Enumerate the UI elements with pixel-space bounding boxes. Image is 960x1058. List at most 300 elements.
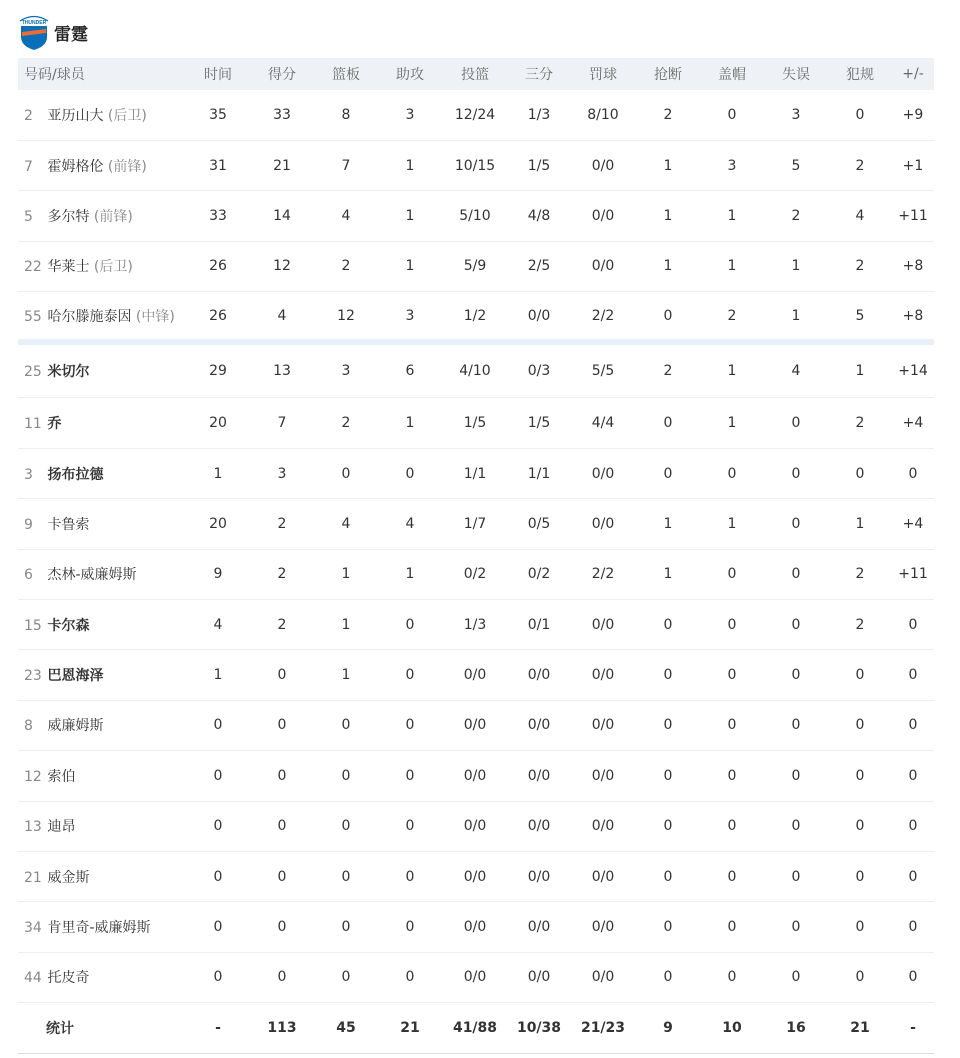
player-row <box>18 292 934 342</box>
totals-label: 统计 <box>18 1003 186 1053</box>
stat-cell: 0 <box>250 801 314 851</box>
stat-cell: 12/24 <box>442 90 508 140</box>
stat-cell: 0 <box>250 902 314 952</box>
stat-cell: 2 <box>828 241 892 291</box>
stat-cell: 0 <box>378 650 442 700</box>
stat-cell: 0 <box>828 902 892 952</box>
stat-cell: 5 <box>764 140 828 190</box>
stat-cell: 1 <box>314 549 378 599</box>
stat-cell: 4 <box>250 292 314 342</box>
stat-cell: 0 <box>828 952 892 1002</box>
player-number: 2 <box>24 107 33 124</box>
stat-cell: 2 <box>636 342 700 398</box>
stat-cell: 0 <box>700 650 764 700</box>
stat-cell: 6 <box>378 342 442 398</box>
player-name[interactable]: 哈尔滕施泰因 <box>47 308 132 325</box>
stat-cell: 12 <box>250 241 314 291</box>
player-number: 15 <box>24 617 42 634</box>
player-row <box>18 851 934 901</box>
total-stat-cell: 16 <box>764 1003 828 1053</box>
stat-cell: 0 <box>828 90 892 140</box>
stat-cell: 2 <box>828 140 892 190</box>
stat-cell: 0 <box>892 448 934 498</box>
stat-cell: 0/0 <box>442 700 508 750</box>
stat-cell: 4/8 <box>508 191 570 241</box>
player-name[interactable]: 亚历山大 <box>47 107 104 124</box>
stat-cell: 0 <box>186 801 250 851</box>
stat-cell: 0/0 <box>508 851 570 901</box>
stat-cell: 0 <box>314 801 378 851</box>
stat-cell: 0/0 <box>508 700 570 750</box>
player-name[interactable]: 威金斯 <box>47 869 90 886</box>
stat-cell: 0/0 <box>442 952 508 1002</box>
stat-cell: 0 <box>314 700 378 750</box>
player-cell <box>18 398 186 448</box>
stat-cell: 14 <box>250 191 314 241</box>
player-row <box>18 342 934 398</box>
total-stat-cell: - <box>186 1003 250 1053</box>
stat-cell: 1 <box>636 140 700 190</box>
stat-cell: 0 <box>636 398 700 448</box>
stat-cell: 1 <box>378 241 442 291</box>
column-header: 失误 <box>764 58 828 90</box>
stat-cell: 0 <box>764 650 828 700</box>
stat-cell: 0 <box>636 902 700 952</box>
player-name[interactable]: 托皮奇 <box>47 970 90 987</box>
column-header: +/- <box>892 58 934 90</box>
player-name[interactable]: 多尔特 <box>47 208 90 225</box>
player-position: (后卫) <box>107 107 147 124</box>
stat-cell: 0/0 <box>442 801 508 851</box>
stat-cell: 0 <box>250 952 314 1002</box>
stat-cell: 3 <box>764 90 828 140</box>
player-name[interactable]: 威廉姆斯 <box>47 718 104 735</box>
player-cell <box>18 650 186 700</box>
player-name[interactable]: 巴恩海泽 <box>47 668 104 685</box>
stat-cell: 0 <box>764 398 828 448</box>
total-stat-cell: 10 <box>700 1003 764 1053</box>
stat-cell: 0 <box>892 700 934 750</box>
player-number: 3 <box>24 466 33 483</box>
player-row <box>18 448 934 498</box>
stat-cell: 1/3 <box>442 600 508 650</box>
team-header <box>18 12 88 52</box>
stat-cell: 0/0 <box>442 851 508 901</box>
stat-cell: 1 <box>636 549 700 599</box>
stat-cell: 8/10 <box>570 90 636 140</box>
stat-cell: 4 <box>314 499 378 549</box>
stat-cell: 0 <box>764 549 828 599</box>
team-name: 雷霆 <box>54 24 88 45</box>
stat-cell: 0 <box>186 952 250 1002</box>
stat-cell: 0 <box>636 650 700 700</box>
player-row <box>18 90 934 140</box>
player-position: (前锋) <box>93 208 133 225</box>
player-row <box>18 140 934 190</box>
stat-cell: 33 <box>250 90 314 140</box>
stat-cell: 0/0 <box>570 700 636 750</box>
stat-cell: 0/0 <box>442 650 508 700</box>
stat-cell: +11 <box>892 549 934 599</box>
stat-cell: +8 <box>892 241 934 291</box>
stat-cell: 3 <box>314 342 378 398</box>
stat-cell: 2 <box>764 191 828 241</box>
stat-cell: 0 <box>700 549 764 599</box>
player-cell <box>18 952 186 1002</box>
player-number: 8 <box>24 718 33 735</box>
stat-cell: 0 <box>828 448 892 498</box>
stat-cell: 1/5 <box>508 140 570 190</box>
total-stat-cell: 21 <box>828 1003 892 1053</box>
player-number: 5 <box>24 208 33 225</box>
player-cell <box>18 342 186 398</box>
player-row <box>18 499 934 549</box>
player-name[interactable]: 迪昂 <box>47 819 76 836</box>
stat-cell: 2/5 <box>508 241 570 291</box>
column-header: 罚球 <box>570 58 636 90</box>
stat-cell: 5/9 <box>442 241 508 291</box>
player-name[interactable]: 索伯 <box>47 768 76 785</box>
stat-cell: 4/4 <box>570 398 636 448</box>
stat-cell: 1 <box>828 499 892 549</box>
player-name[interactable]: 霍姆格伦 <box>47 158 104 175</box>
stat-cell: 31 <box>186 140 250 190</box>
column-header: 得分 <box>250 58 314 90</box>
stat-cell: 0/0 <box>570 191 636 241</box>
stat-cell: 2 <box>250 549 314 599</box>
player-name[interactable]: 肯里奇-威廉姆斯 <box>47 920 151 937</box>
stat-cell: 1 <box>636 191 700 241</box>
stat-cell: 0/0 <box>508 292 570 342</box>
stat-cell: 0 <box>636 600 700 650</box>
player-cell <box>18 549 186 599</box>
stat-cell: 2 <box>250 600 314 650</box>
stat-cell: 1 <box>636 499 700 549</box>
player-row <box>18 700 934 750</box>
player-name[interactable]: 米切尔 <box>47 364 90 381</box>
player-name[interactable]: 乔 <box>47 416 62 433</box>
stat-cell: 3 <box>250 448 314 498</box>
stat-cell: +4 <box>892 499 934 549</box>
player-row <box>18 191 934 241</box>
column-header: 盖帽 <box>700 58 764 90</box>
stat-cell: 2 <box>828 600 892 650</box>
stat-cell: 1/1 <box>442 448 508 498</box>
total-stat-cell: 45 <box>314 1003 378 1053</box>
stat-cell: 0/0 <box>570 851 636 901</box>
player-cell <box>18 801 186 851</box>
stat-cell: 0/1 <box>508 600 570 650</box>
team-logo-text: THUNDER <box>21 20 47 26</box>
player-position: (中锋) <box>135 308 175 325</box>
player-cell <box>18 292 186 342</box>
player-cell <box>18 902 186 952</box>
stat-cell: 1 <box>314 600 378 650</box>
stat-cell: 0 <box>186 700 250 750</box>
stat-cell: 0 <box>700 700 764 750</box>
stat-cell: 0 <box>250 851 314 901</box>
stat-cell: 0/0 <box>570 801 636 851</box>
stat-cell: 2 <box>828 398 892 448</box>
stat-cell: 5/5 <box>570 342 636 398</box>
stat-cell: 0/5 <box>508 499 570 549</box>
player-row <box>18 801 934 851</box>
stat-cell: 0/0 <box>570 140 636 190</box>
column-header: 篮板 <box>314 58 378 90</box>
stat-cell: 1 <box>378 549 442 599</box>
column-header: 三分 <box>508 58 570 90</box>
stat-cell: 0/0 <box>508 902 570 952</box>
column-header: 助攻 <box>378 58 442 90</box>
stat-cell: 0 <box>828 650 892 700</box>
stat-cell: 1/2 <box>442 292 508 342</box>
player-name[interactable]: 华莱士 <box>47 259 90 276</box>
stat-cell: 0 <box>378 751 442 801</box>
player-cell <box>18 700 186 750</box>
stat-cell: 0 <box>378 851 442 901</box>
stat-cell: 0 <box>250 751 314 801</box>
stat-cell: 4 <box>828 191 892 241</box>
stat-cell: 0/0 <box>570 600 636 650</box>
stat-cell: 1 <box>378 140 442 190</box>
stat-cell: 0/2 <box>508 549 570 599</box>
stat-cell: 0/0 <box>570 448 636 498</box>
player-row <box>18 650 934 700</box>
stat-cell: 0 <box>700 801 764 851</box>
stat-cell: 0 <box>314 448 378 498</box>
stat-cell: 0 <box>636 851 700 901</box>
player-number: 9 <box>24 516 33 533</box>
player-number: 21 <box>24 869 42 886</box>
stat-cell: 8 <box>314 90 378 140</box>
stat-cell: 0 <box>700 448 764 498</box>
stat-cell: +1 <box>892 140 934 190</box>
stat-cell: 0/0 <box>570 241 636 291</box>
stat-cell: 1/3 <box>508 90 570 140</box>
player-number: 55 <box>24 308 42 325</box>
stat-cell: 2 <box>700 292 764 342</box>
player-row <box>18 952 934 1002</box>
stat-cell: +8 <box>892 292 934 342</box>
stat-cell: 2/2 <box>570 549 636 599</box>
stat-cell: 0 <box>700 90 764 140</box>
player-cell <box>18 90 186 140</box>
stat-cell: 0/0 <box>508 650 570 700</box>
stat-cell: 1 <box>764 292 828 342</box>
player-row <box>18 600 934 650</box>
stat-cell: 1 <box>378 398 442 448</box>
stat-cell: 0 <box>700 751 764 801</box>
stat-cell: 0 <box>764 499 828 549</box>
stat-cell: 29 <box>186 342 250 398</box>
player-row <box>18 751 934 801</box>
stat-cell: 0 <box>892 952 934 1002</box>
player-name[interactable]: 杰林-威廉姆斯 <box>47 567 137 584</box>
stat-cell: 0 <box>700 902 764 952</box>
stat-cell: 1 <box>314 650 378 700</box>
thunder-shield-icon <box>18 13 50 51</box>
player-row <box>18 902 934 952</box>
stat-cell: 4/10 <box>442 342 508 398</box>
stat-cell: 0 <box>378 801 442 851</box>
player-cell <box>18 140 186 190</box>
stat-cell: +4 <box>892 398 934 448</box>
stat-cell: 2 <box>314 398 378 448</box>
total-stat-cell: 113 <box>250 1003 314 1053</box>
player-cell <box>18 448 186 498</box>
player-number: 6 <box>24 567 33 584</box>
stat-cell: 0/0 <box>570 650 636 700</box>
stat-cell: 2 <box>250 499 314 549</box>
stat-cell: 1 <box>186 448 250 498</box>
column-header: 号码/球员 <box>18 58 186 90</box>
stat-cell: 5 <box>828 292 892 342</box>
stat-cell: 21 <box>250 140 314 190</box>
stat-cell: 0 <box>636 700 700 750</box>
stat-cell: 0 <box>764 952 828 1002</box>
stat-cell: 20 <box>186 398 250 448</box>
stat-cell: 2 <box>314 241 378 291</box>
stat-cell: 1 <box>828 342 892 398</box>
stat-cell: 10/15 <box>442 140 508 190</box>
stat-cell: 0/0 <box>570 499 636 549</box>
stat-cell: 0 <box>186 902 250 952</box>
stat-cell: 4 <box>378 499 442 549</box>
stat-cell: 33 <box>186 191 250 241</box>
stat-cell: 3 <box>378 90 442 140</box>
stat-cell: 20 <box>186 499 250 549</box>
stat-cell: 1/1 <box>508 448 570 498</box>
stat-cell: 0 <box>764 801 828 851</box>
total-stat-cell: 21/23 <box>570 1003 636 1053</box>
player-name[interactable]: 扬布拉德 <box>47 466 104 483</box>
stat-cell: 0 <box>828 851 892 901</box>
stat-cell: +9 <box>892 90 934 140</box>
stat-cell: 0 <box>892 751 934 801</box>
stat-cell: 0/0 <box>570 952 636 1002</box>
stat-cell: 0 <box>378 700 442 750</box>
player-number: 34 <box>24 920 42 937</box>
stat-cell: 0/0 <box>508 952 570 1002</box>
column-header: 投篮 <box>442 58 508 90</box>
stat-cell: 0 <box>636 751 700 801</box>
stat-cell: 0 <box>378 902 442 952</box>
player-number: 25 <box>24 364 42 381</box>
stat-cell: 0 <box>700 952 764 1002</box>
stat-cell: +11 <box>892 191 934 241</box>
player-row <box>18 549 934 599</box>
column-header: 抢断 <box>636 58 700 90</box>
stat-cell: 0/0 <box>508 751 570 801</box>
stat-cell: 0 <box>186 851 250 901</box>
column-header: 时间 <box>186 58 250 90</box>
total-stat-cell: 41/88 <box>442 1003 508 1053</box>
stat-cell: 1 <box>700 398 764 448</box>
stat-cell: 5/10 <box>442 191 508 241</box>
stat-cell: 0/0 <box>570 902 636 952</box>
stat-cell: 3 <box>378 292 442 342</box>
player-number: 12 <box>24 768 42 785</box>
stat-cell: 0 <box>764 751 828 801</box>
stat-cell: 9 <box>186 549 250 599</box>
stat-cell: 0/3 <box>508 342 570 398</box>
stat-cell: 0 <box>378 952 442 1002</box>
stat-cell: 0 <box>314 751 378 801</box>
stat-cell: 0 <box>250 650 314 700</box>
stat-cell: 0/0 <box>442 902 508 952</box>
stat-cell: 1 <box>700 191 764 241</box>
player-cell <box>18 241 186 291</box>
stat-cell: 4 <box>764 342 828 398</box>
player-name[interactable]: 卡尔森 <box>47 617 90 634</box>
stat-cell: 1 <box>700 342 764 398</box>
stat-cell: 0/0 <box>570 751 636 801</box>
stat-cell: 0 <box>828 801 892 851</box>
stat-cell: 1/5 <box>442 398 508 448</box>
player-position: (后卫) <box>93 259 133 276</box>
stat-cell: 0 <box>314 851 378 901</box>
total-stat-cell: 10/38 <box>508 1003 570 1053</box>
stat-cell: 0 <box>378 600 442 650</box>
stat-cell: 2 <box>636 90 700 140</box>
stat-cell: 0 <box>636 292 700 342</box>
stat-cell: 0 <box>314 902 378 952</box>
stat-cell: 0 <box>764 902 828 952</box>
table-header-row <box>18 58 934 90</box>
stat-cell: 0 <box>828 751 892 801</box>
stat-cell: 0/2 <box>442 549 508 599</box>
stat-cell: 1 <box>378 191 442 241</box>
stat-cell: 1 <box>764 241 828 291</box>
stat-cell: 0 <box>186 751 250 801</box>
total-stat-cell: - <box>892 1003 934 1053</box>
total-stat-cell: 9 <box>636 1003 700 1053</box>
stat-cell: 2/2 <box>570 292 636 342</box>
total-stat-cell: 21 <box>378 1003 442 1053</box>
stat-cell: 3 <box>700 140 764 190</box>
player-name[interactable]: 卡鲁索 <box>47 516 90 533</box>
stat-cell: +14 <box>892 342 934 398</box>
stat-cell: 1/5 <box>508 398 570 448</box>
stat-cell: 0 <box>764 600 828 650</box>
player-row <box>18 241 934 291</box>
stat-cell: 0 <box>892 600 934 650</box>
player-number: 7 <box>24 158 33 175</box>
stat-cell: 1 <box>700 241 764 291</box>
player-cell <box>18 191 186 241</box>
stats-table <box>18 58 934 1054</box>
stat-cell: 0 <box>892 902 934 952</box>
player-cell <box>18 851 186 901</box>
stat-cell: 0 <box>892 851 934 901</box>
stat-cell: 2 <box>828 549 892 599</box>
stat-cell: 12 <box>314 292 378 342</box>
stat-cell: 1/7 <box>442 499 508 549</box>
stat-cell: 0 <box>892 801 934 851</box>
stat-cell: 0/0 <box>442 751 508 801</box>
stat-cell: 0 <box>250 700 314 750</box>
stat-cell: 0 <box>764 700 828 750</box>
stat-cell: 35 <box>186 90 250 140</box>
stat-cell: 4 <box>314 191 378 241</box>
stat-cell: 4 <box>186 600 250 650</box>
stat-cell: 0 <box>700 600 764 650</box>
stat-cell: 1 <box>186 650 250 700</box>
player-cell <box>18 499 186 549</box>
player-row <box>18 398 934 448</box>
totals-row <box>18 1003 934 1053</box>
stat-cell: 0 <box>636 801 700 851</box>
